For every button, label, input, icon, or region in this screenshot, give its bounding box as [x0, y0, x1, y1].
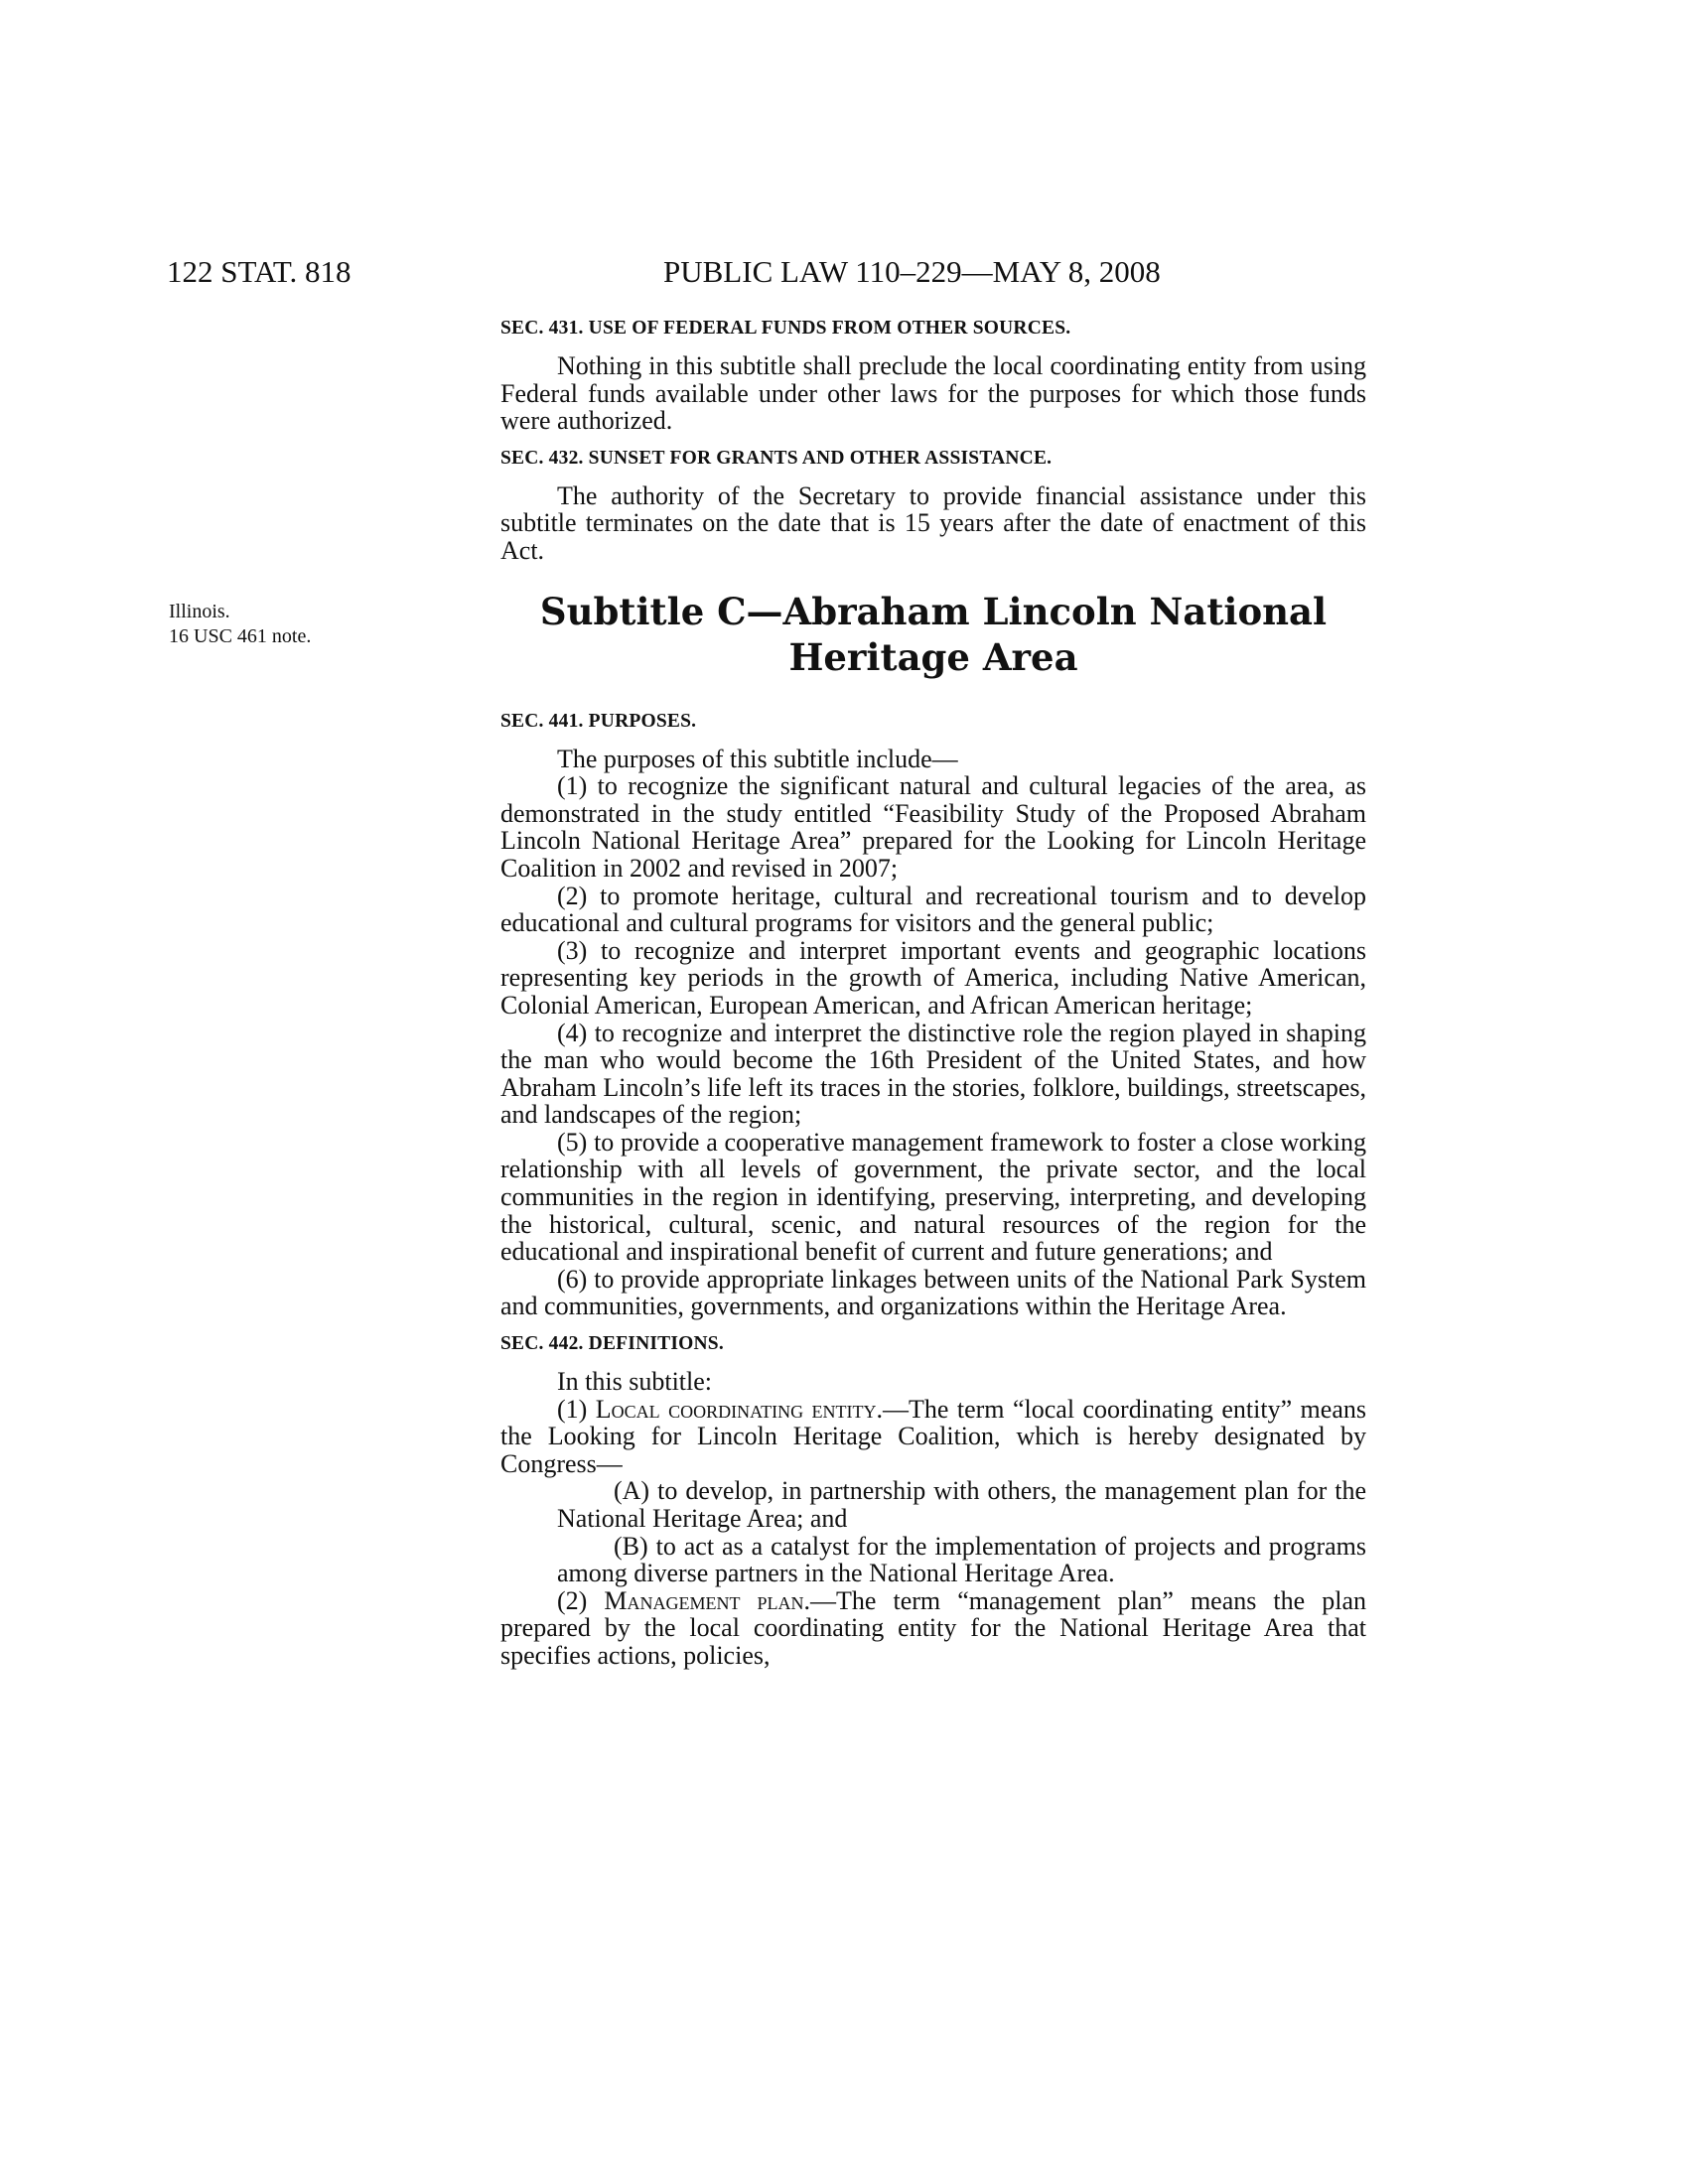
purpose-item: (6) to provide appropriate linkages between units of the National Park System and communities, governments, and organizations within the Heritage Area. — [500, 1264, 1366, 1321]
purpose-item: (4) to recognize and interpret the distinctive role the region played in shaping the man who would become the 16th President of the United States, and how Abraham Lincoln’s life left its traces in the stories, folklore, buildings, streetscapes, and landscapes of the region; — [500, 1018, 1366, 1130]
definition-subitem-b: (B) to act as a catalyst for the implementation of projects and programs among diverse partners in the National Heritage Area. — [557, 1531, 1366, 1588]
section-442-intro: In this subtitle: — [557, 1367, 712, 1397]
section-431-text: Nothing in this subtitle shall preclude the local coordinating entity from using Federal funds available under other laws for the purposes for which those funds were authorized. — [500, 351, 1366, 436]
public-law-title: PUBLIC LAW 110–229—MAY 8, 2008 — [663, 254, 1161, 289]
purpose-item: (3) to recognize and interpret important events and geographic locations representing key periods in the growth of America, including Native American, Colonial American, European American, and African American heritage; — [500, 935, 1366, 1020]
purpose-item: (5) to provide a cooperative management framework to foster a close working relationship with all levels of government, the private sector, and the local communities in the region in identifying, preserving, interpreting, and developing the historical, cultural, scenic, and natural resources of the region for the educational and inspirational benefit of current and future generations; and — [500, 1127, 1366, 1267]
margin-note — [169, 600, 311, 649]
definition-management-plan — [500, 1587, 1366, 1670]
statute-page-number: 122 STAT. 818 — [167, 254, 352, 289]
section-441-intro: The purposes of this subtitle include— — [557, 744, 958, 773]
purpose-item: (1) to recognize the significant natural and cultural legacies of the area, as demonstrated in the study entitled “Feasibility Study of the Proposed Abraham Lincoln National Heritage Area” prepared for the Looking for Lincoln Heritage Coalition in 2002 and revised in 2007; — [500, 771, 1366, 883]
margin-note-state: Illinois. — [169, 601, 230, 622]
definition-term: Management plan — [604, 1585, 804, 1615]
subtitle-heading — [500, 589, 1366, 680]
definition-text: .—The term “management plan” means the plan prepared by the local coordinating entity for the National Heritage Area that specifies actions, policies, — [500, 1585, 1366, 1670]
definition-term: Local coordinating entity — [595, 1394, 877, 1424]
section-431-heading: SEC. 431. USE OF FEDERAL FUNDS FROM OTHER SOURCES. — [500, 318, 1071, 339]
definition-number: (2) — [557, 1585, 605, 1615]
definition-number: (1) — [557, 1394, 596, 1424]
document-body — [500, 317, 1366, 1670]
margin-note-citation: 16 USC 461 note. — [169, 625, 312, 647]
definition-local-coordinating-entity — [500, 1396, 1366, 1478]
subtitle-heading-line1: Subtitle C—Abraham Lincoln National — [539, 589, 1328, 633]
purpose-item: (2) to promote heritage, cultural and recreational tourism and to develop educational and cultural programs for visitors and the general public; — [500, 881, 1366, 938]
definition-subitem-a: (A) to develop, in partnership with others, the management plan for the National Heritage Area; and — [557, 1476, 1366, 1533]
subtitle-heading-line2: Heritage Area — [788, 634, 1078, 679]
section-441-heading: SEC. 441. PURPOSES. — [500, 710, 697, 732]
section-432-text: The authority of the Secretary to provide financial assistance under this subtitle terminates on the date that is 15 years after the date of enactment of this Act. — [500, 480, 1366, 565]
page-header — [167, 254, 1214, 294]
section-432-heading: SEC. 432. SUNSET FOR GRANTS AND OTHER ASSISTANCE. — [500, 447, 1053, 469]
definition-text: .—The term “local coordinating entity” means the Looking for Lincoln Heritage Coalition, which is hereby designated by Congress— — [500, 1394, 1366, 1478]
section-442-heading: SEC. 442. DEFINITIONS. — [500, 1333, 724, 1355]
